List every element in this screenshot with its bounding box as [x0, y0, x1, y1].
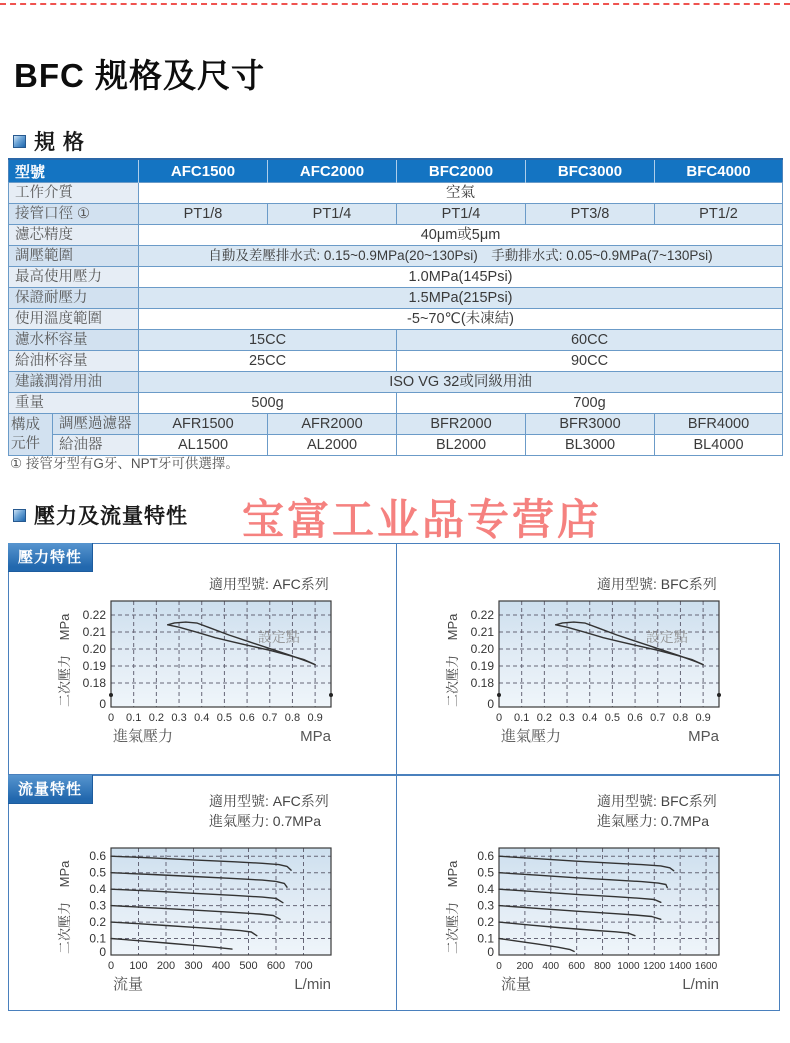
- y-tick-label: 0.20: [470, 641, 494, 656]
- row-sublabel: 給油器: [53, 435, 139, 456]
- y-tick-label: 0.4: [89, 882, 106, 897]
- chart-inlet-label: 進氣壓力: 0.7MPa: [597, 813, 710, 829]
- y-tick-label: 0.22: [470, 607, 494, 622]
- header-afc1500: AFC1500: [139, 159, 268, 183]
- table-row: [9, 393, 783, 414]
- x-tick-label: 200: [156, 960, 176, 972]
- y-zero-label: 0: [487, 697, 494, 711]
- y-tick-label: 0.2: [477, 915, 494, 930]
- chart-model-label: 適用型號: AFC系列: [209, 793, 329, 809]
- x-tick-label: 0.3: [171, 712, 187, 724]
- x-tick-label: 0.7: [262, 712, 278, 724]
- cell: BFR3000: [526, 414, 655, 435]
- flow-panel-tab: 流量特性: [8, 775, 93, 804]
- cell: AL2000: [268, 435, 397, 456]
- y-axis-label: 二次壓力: [445, 654, 460, 708]
- y-tick-label: 0.5: [89, 865, 106, 880]
- x-tick-label: 0.9: [307, 712, 323, 724]
- x-tick-label: 400: [542, 961, 560, 972]
- axis-break-dot: [109, 693, 113, 697]
- x-tick-label: 1000: [617, 961, 640, 972]
- row-label: 調壓範圍: [9, 246, 139, 267]
- chart-canvas: [29, 589, 349, 753]
- y-tick-label: 0.20: [82, 641, 106, 656]
- cell: -5~70℃(未凍結): [139, 309, 783, 330]
- x-tick-label: 0.8: [284, 712, 301, 724]
- row-label: 工作介質: [9, 183, 139, 204]
- header-bfc2000: BFC2000: [397, 159, 526, 183]
- flow-chart-bfc: [417, 836, 737, 1006]
- x-tick-label: 0.9: [695, 712, 711, 724]
- row-label: 建議潤滑用油: [9, 372, 139, 393]
- x-tick-label: 600: [568, 961, 585, 972]
- y-tick-label: 0.21: [470, 624, 494, 639]
- y-axis-unit: MPa: [445, 613, 460, 641]
- table-row: [9, 225, 783, 246]
- row-label: 重量: [9, 393, 139, 414]
- x-tick-label: 0.5: [216, 712, 233, 724]
- x-tick-label: 0.1: [514, 712, 530, 724]
- y-axis-label: 二次壓力: [445, 901, 460, 955]
- chart-canvas: [417, 836, 737, 1001]
- flow-panel: [8, 775, 780, 1011]
- x-tick-label: 1200: [643, 961, 666, 972]
- section-bullet-icon: [13, 135, 26, 148]
- table-row: [9, 330, 783, 351]
- y-axis-label: 二次壓力: [57, 901, 72, 955]
- x-axis-unit: MPa: [688, 728, 719, 745]
- spec-section-heading: [13, 126, 85, 156]
- x-tick-label: 200: [516, 961, 534, 972]
- pressure-chart-afc: [29, 589, 349, 758]
- row-label: 保證耐壓力: [9, 288, 139, 309]
- row-label-group: 構成元件: [9, 414, 53, 456]
- table-row: [9, 288, 783, 309]
- y-zero-label: 0: [487, 945, 494, 959]
- watermark: 宝富工业品专营店: [242, 496, 603, 543]
- section-bullet-icon: [13, 509, 26, 522]
- y-axis-unit: MPa: [445, 860, 460, 888]
- x-tick-label: 0.4: [582, 712, 598, 724]
- y-tick-label: 0.2: [89, 915, 106, 930]
- cell: ISO VG 32或同級用油: [139, 372, 783, 393]
- x-tick-label: 0.6: [239, 712, 255, 724]
- cell: 500g: [139, 393, 397, 414]
- y-tick-label: 0.18: [470, 675, 494, 690]
- table-row: [9, 183, 783, 204]
- table-row: [9, 246, 783, 267]
- x-axis-unit: MPa: [300, 728, 331, 745]
- flow-chart-afc: [29, 836, 349, 1006]
- x-tick-label: 0: [107, 960, 115, 972]
- cell: 700g: [397, 393, 783, 414]
- x-tick-label: 1400: [669, 961, 692, 972]
- chart-canvas: [417, 589, 737, 753]
- cell: AFR2000: [268, 414, 397, 435]
- header-bfc4000: BFC4000: [655, 159, 783, 183]
- pressure-chart-bfc: [417, 589, 737, 758]
- plot-background: [499, 848, 719, 955]
- header-afc2000: AFC2000: [268, 159, 397, 183]
- cell: BFR2000: [397, 414, 526, 435]
- x-axis-label: 進氣壓力: [113, 728, 174, 745]
- x-tick-label: 0.2: [148, 712, 165, 724]
- cell: 90CC: [397, 351, 783, 372]
- y-tick-label: 0.5: [477, 865, 494, 880]
- set-point-annotation: 設定點: [257, 629, 300, 646]
- y-axis-unit: MPa: [57, 860, 72, 888]
- table-row: [9, 267, 783, 288]
- spec-table: [8, 158, 783, 456]
- y-tick-label: 0.1: [477, 931, 494, 946]
- x-tick-label: 100: [129, 960, 148, 972]
- x-tick-label: 0.7: [650, 712, 666, 724]
- cell: 25CC: [139, 351, 397, 372]
- spec-section-title: 規 格: [34, 131, 85, 154]
- footnote: ① 接管牙型有G牙、NPT牙可供選擇。: [10, 456, 239, 471]
- y-tick-label: 0.21: [82, 624, 106, 639]
- chart-inlet-label: 進氣壓力: 0.7MPa: [209, 813, 322, 829]
- row-label: 接管口徑 ①: [9, 204, 139, 225]
- header-model: 型號: [9, 159, 139, 183]
- x-tick-label: 0.5: [604, 712, 621, 724]
- cell: BL2000: [397, 435, 526, 456]
- row-label: 濾水杯容量: [9, 330, 139, 351]
- flow-chart-afc-cell: [9, 776, 396, 1010]
- x-tick-label: 400: [211, 960, 231, 972]
- cell: AL1500: [139, 435, 268, 456]
- y-zero-label: 0: [99, 945, 106, 959]
- x-tick-label: 0.2: [536, 712, 553, 724]
- x-tick-label: 800: [594, 961, 611, 972]
- y-tick-label: 0.3: [89, 898, 106, 913]
- x-axis-label: 進氣壓力: [501, 728, 562, 745]
- x-tick-label: 1600: [694, 961, 718, 972]
- cell: BL4000: [655, 435, 783, 456]
- flow-chart-bfc-cell: [396, 776, 783, 1010]
- cell: BFR4000: [655, 414, 783, 435]
- cell: PT1/2: [655, 204, 783, 225]
- chart-canvas: [29, 836, 349, 1001]
- cell: 自動及差壓排水式: 0.15~0.9MPa(20~130Psi) 手動排水式: 0.05~0.9MPa(7~130Psi): [139, 246, 783, 267]
- axis-break-dot: [497, 693, 501, 697]
- y-tick-label: 0.6: [477, 849, 494, 864]
- y-tick-label: 0.6: [89, 849, 106, 864]
- chart-model-label: 適用型號: BFC系列: [597, 576, 717, 592]
- perf-section-title: 壓力及流量特性: [34, 505, 188, 528]
- table-row: [9, 309, 783, 330]
- cell: 1.0MPa(145Psi): [139, 267, 783, 288]
- x-tick-label: 0.3: [559, 712, 575, 724]
- x-tick-label: 700: [294, 960, 313, 972]
- table-header-row: [9, 159, 783, 183]
- set-point-annotation: 設定點: [645, 629, 688, 646]
- table-row: [9, 204, 783, 225]
- row-label: 使用溫度範圍: [9, 309, 139, 330]
- x-tick-label: 0: [495, 712, 503, 724]
- chart-model-label: 適用型號: BFC系列: [597, 793, 717, 809]
- x-axis-label: 流量: [501, 976, 532, 993]
- plot-background: [499, 601, 719, 707]
- cell: 40μm或5μm: [139, 225, 783, 246]
- pressure-chart-afc-cell: [9, 544, 396, 774]
- axis-break-dot: [329, 693, 333, 697]
- top-dashed-cutline: [0, 3, 790, 5]
- y-axis-unit: MPa: [57, 613, 72, 641]
- table-row: [9, 414, 783, 435]
- y-tick-label: 0.4: [477, 882, 494, 897]
- x-tick-label: 0.4: [194, 712, 210, 724]
- x-tick-label: 0.1: [126, 712, 142, 724]
- x-axis-label: 流量: [113, 976, 144, 993]
- y-tick-label: 0.3: [477, 898, 494, 913]
- x-tick-label: 0: [107, 712, 115, 724]
- y-tick-label: 0.22: [82, 607, 106, 622]
- row-label: 濾芯精度: [9, 225, 139, 246]
- plot-background: [111, 601, 331, 707]
- cell: 1.5MPa(215Psi): [139, 288, 783, 309]
- table-row: [9, 372, 783, 393]
- x-tick-label: 300: [184, 960, 203, 972]
- x-tick-label: 0.8: [672, 712, 689, 724]
- page-title: BFC 规格及尺寸: [14, 57, 265, 94]
- row-sublabel: 調壓過濾器: [53, 414, 139, 435]
- cell: PT1/4: [397, 204, 526, 225]
- y-tick-label: 0.19: [470, 658, 494, 673]
- header-bfc3000: BFC3000: [526, 159, 655, 183]
- cell: PT1/8: [139, 204, 268, 225]
- x-tick-label: 0: [496, 961, 502, 972]
- cell: 空氣: [139, 183, 783, 204]
- row-label: 給油杯容量: [9, 351, 139, 372]
- y-tick-label: 0.1: [89, 931, 106, 946]
- perf-section-heading: [13, 500, 188, 530]
- pressure-panel: [8, 543, 780, 775]
- x-tick-label: 0.6: [627, 712, 643, 724]
- chart-model-label: 適用型號: AFC系列: [209, 576, 329, 592]
- y-tick-label: 0.18: [82, 675, 106, 690]
- row-label: 最高使用壓力: [9, 267, 139, 288]
- cell: PT1/4: [268, 204, 397, 225]
- y-zero-label: 0: [99, 697, 106, 711]
- x-tick-label: 600: [266, 960, 286, 972]
- x-axis-unit: L/min: [294, 976, 331, 993]
- cell: AFR1500: [139, 414, 268, 435]
- y-axis-label: 二次壓力: [57, 654, 72, 708]
- x-axis-unit: L/min: [682, 976, 719, 993]
- y-tick-label: 0.19: [82, 658, 106, 673]
- axis-break-dot: [717, 693, 721, 697]
- cell: PT3/8: [526, 204, 655, 225]
- cell: BL3000: [526, 435, 655, 456]
- pressure-chart-bfc-cell: [396, 544, 783, 774]
- table-row: [9, 351, 783, 372]
- pressure-panel-tab: 壓力特性: [8, 543, 93, 572]
- cell: 60CC: [397, 330, 783, 351]
- cell: 15CC: [139, 330, 397, 351]
- x-tick-label: 500: [239, 960, 258, 972]
